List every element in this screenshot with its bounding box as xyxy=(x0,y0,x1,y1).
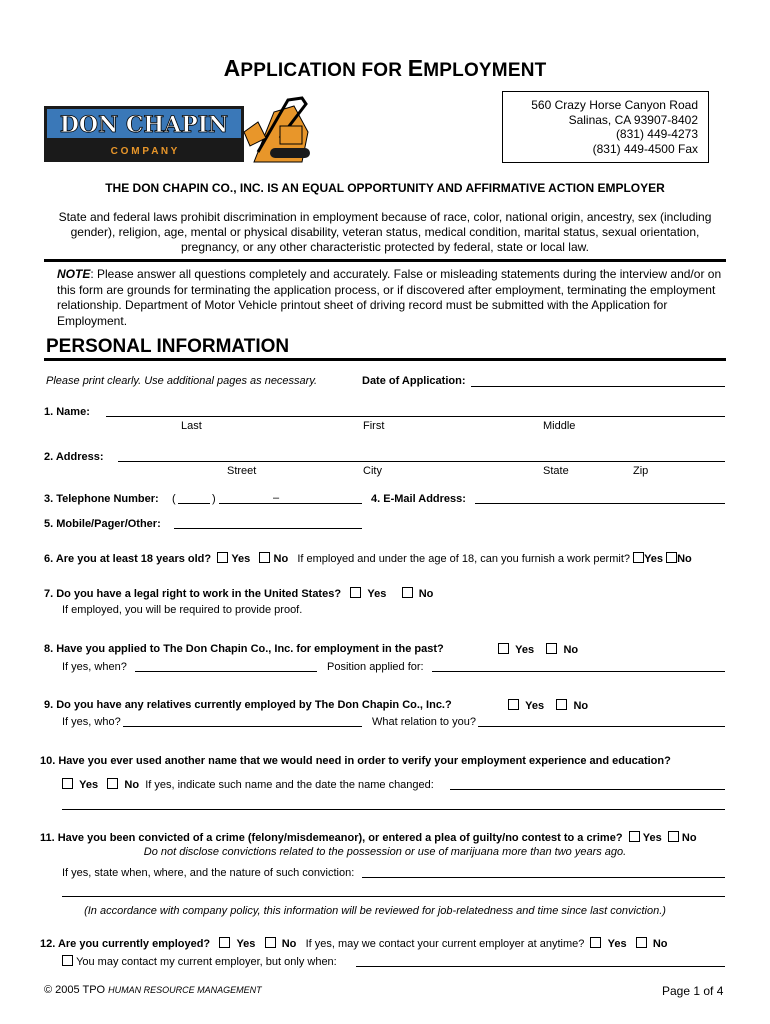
q9-relation-input[interactable] xyxy=(478,726,725,727)
paren-open: ( xyxy=(172,493,176,505)
street-caption: Street xyxy=(227,465,257,477)
q8-no-checkbox[interactable] xyxy=(546,643,557,654)
first-caption: First xyxy=(363,420,385,432)
no-caption: No xyxy=(418,588,434,600)
q8-options xyxy=(498,643,578,656)
q9-no-checkbox[interactable] xyxy=(556,699,567,710)
no-caption: No xyxy=(573,700,589,712)
permit-yes-checkbox[interactable] xyxy=(633,552,644,563)
state-caption: State xyxy=(543,465,569,477)
email-input[interactable] xyxy=(475,503,725,504)
q12-no-checkbox[interactable] xyxy=(265,937,276,948)
no-caption: No xyxy=(681,832,697,844)
only-when-caption: You may contact my current employer, but only when: xyxy=(76,956,337,968)
zip-caption: Zip xyxy=(633,465,649,477)
q10-label: 10. Have you ever used another name that we would need in order to verify your employment experience and education? xyxy=(40,755,671,767)
no-caption: No xyxy=(281,938,297,950)
q11-yes-checkbox[interactable] xyxy=(629,831,640,842)
q12-conditional xyxy=(62,955,337,968)
q11-policy: (In accordance with company policy, this information will be reviewed for job-relatedness and time since last conviction.) xyxy=(84,905,666,917)
q11-conviction-input[interactable] xyxy=(362,877,725,878)
q7-no-checkbox[interactable] xyxy=(402,587,413,598)
name-input[interactable] xyxy=(106,416,725,417)
q7-yes-checkbox[interactable] xyxy=(350,587,361,598)
address-label: 2. Address: xyxy=(44,451,104,463)
yes-caption: Yes xyxy=(642,832,662,844)
page-number: Page 1 of 4 xyxy=(662,984,724,998)
print-instruction: Please print clearly. Use additional pages as necessary. xyxy=(46,375,318,387)
email-label: 4. E-Mail Address: xyxy=(371,493,466,505)
q11-label: 11. Have you been convicted of a crime (felony/misdemeanor), or entered a plea of guilty/no contest to a crime? xyxy=(40,832,623,844)
company-logo xyxy=(44,92,312,164)
yes-caption: Yes xyxy=(236,938,256,950)
q11-no-checkbox[interactable] xyxy=(668,831,679,842)
no-caption: No xyxy=(652,938,668,950)
q12-label: 12. Are you currently employed? xyxy=(40,938,211,950)
date-label: Date of Application: xyxy=(362,375,466,387)
excavator-icon xyxy=(244,98,312,162)
q9-options xyxy=(508,699,588,712)
middle-caption: Middle xyxy=(543,420,576,432)
last-caption: Last xyxy=(181,420,202,432)
position-caption: Position applied for: xyxy=(327,661,424,673)
who-caption: If yes, who? xyxy=(62,716,121,728)
permit-no-checkbox[interactable] xyxy=(666,552,677,563)
telephone-label: 3. Telephone Number: xyxy=(44,493,159,505)
q10-detail: If yes, indicate such name and the date the name changed: xyxy=(145,779,434,791)
section-heading: PERSONAL INFORMATION xyxy=(46,336,290,357)
address-line: Salinas, CA 93907-8402 xyxy=(568,112,698,127)
yes-caption: Yes xyxy=(231,553,251,565)
eeo-statement: THE DON CHAPIN CO., INC. IS AN EQUAL OPPORTUNITY AND AFFIRMATIVE ACTION EMPLOYER xyxy=(105,181,665,195)
q10-no-checkbox[interactable] xyxy=(107,778,118,789)
q10-name-input[interactable] xyxy=(450,789,725,790)
page-title: APPLICATION FOR EMPLOYMENT xyxy=(223,55,547,81)
contact-no-checkbox[interactable] xyxy=(636,937,647,948)
q8-label: 8. Have you applied to The Don Chapin Co., Inc. for employment in the past? xyxy=(44,643,444,655)
q7-row xyxy=(44,587,433,600)
dept-text: HUMAN RESOURCE MANAGEMENT xyxy=(108,985,262,995)
q6-row xyxy=(44,552,692,565)
q12-when-input[interactable] xyxy=(356,966,725,967)
mobile-input[interactable] xyxy=(174,528,362,529)
address-input[interactable] xyxy=(118,461,725,462)
q12-yes-checkbox[interactable] xyxy=(219,937,230,948)
q9-yes-checkbox[interactable] xyxy=(508,699,519,710)
q10-extra-input[interactable] xyxy=(62,809,725,810)
q7-label: 7. Do you have a legal right to work in the United States? xyxy=(44,588,342,600)
q8-when-input[interactable] xyxy=(135,671,317,672)
law-statement: State and federal laws prohibit discrimination in employment because of race, color, national origin, ancestry, sex (including gender), religion, age, mental or physical disability, veteran status, medical condition, marital status, sexual orientation, pregnancy, or any other characteristic protected by federal, state or local law. xyxy=(58,210,712,254)
q6-no-checkbox[interactable] xyxy=(259,552,270,563)
city-caption: City xyxy=(363,465,382,477)
q10-options xyxy=(62,778,434,791)
no-caption: No xyxy=(677,553,692,565)
q9-who-input[interactable] xyxy=(123,726,362,727)
q11-row xyxy=(40,831,697,844)
q8-yes-checkbox[interactable] xyxy=(498,643,509,654)
yes-caption: Yes xyxy=(525,700,545,712)
no-caption: No xyxy=(563,644,579,656)
q11-extra-input[interactable] xyxy=(62,896,725,897)
contact-question: If yes, may we contact your current employer at anytime? xyxy=(305,938,585,950)
q6-yes-checkbox[interactable] xyxy=(217,552,228,563)
date-input[interactable] xyxy=(471,386,725,387)
q6-label: 6. Are you at least 18 years old? xyxy=(44,553,212,565)
divider xyxy=(44,358,726,361)
paren-close: ) xyxy=(212,493,216,505)
yes-caption: Yes xyxy=(79,779,99,791)
logo-text: DON CHAPIN xyxy=(59,112,229,138)
fax-number: (831) 449-4500 Fax xyxy=(592,141,698,156)
telephone-input[interactable] xyxy=(219,503,362,504)
q11-state-caption: If yes, state when, where, and the nature of such conviction: xyxy=(62,867,355,879)
yes-caption: Yes xyxy=(607,938,627,950)
mobile-label: 5. Mobile/Pager/Other: xyxy=(44,518,161,530)
copyright-text: © 2005 TPO xyxy=(44,984,106,996)
phone-number: (831) 449-4273 xyxy=(615,127,698,141)
divider xyxy=(44,259,726,262)
q11-note: Do not disclose convictions related to the possession or use of marijuana more than two years ago. xyxy=(143,846,627,858)
relation-caption: What relation to you? xyxy=(372,716,476,728)
q12-row xyxy=(40,937,668,950)
company-address xyxy=(502,91,709,163)
footer-copyright xyxy=(44,984,262,996)
no-caption: No xyxy=(124,779,140,791)
permit-question: If employed and under the age of 18, can you furnish a work permit? xyxy=(297,553,631,565)
name-label: 1. Name: xyxy=(44,406,90,418)
yes-caption: Yes xyxy=(515,644,535,656)
no-caption: No xyxy=(273,553,289,565)
note-paragraph: NOTE: Please answer all questions completely and accurately. False or misleading statements during the interview and/or on this form are grounds for terminating the application process, or if discovered after employment, terminating the employment relationship. Department of Motor Vehicle printout sheet of driving record must be submitted with the Application for Employment. xyxy=(57,267,722,328)
dash: – xyxy=(273,492,280,504)
logo-sub: C O M P A N Y xyxy=(110,146,178,157)
area-code-input[interactable] xyxy=(178,503,210,504)
when-caption: If yes, when? xyxy=(62,661,127,673)
q10-yes-checkbox[interactable] xyxy=(62,778,73,789)
yes-caption: Yes xyxy=(644,553,664,565)
q7-note: If employed, you will be required to provide proof. xyxy=(62,604,303,616)
q8-position-input[interactable] xyxy=(432,671,725,672)
yes-caption: Yes xyxy=(367,588,387,600)
contact-yes-checkbox[interactable] xyxy=(590,937,601,948)
address-line: 560 Crazy Horse Canyon Road xyxy=(531,98,698,112)
q9-label: 9. Do you have any relatives currently employed by The Don Chapin Co., Inc.? xyxy=(44,699,452,711)
contact-conditional-checkbox[interactable] xyxy=(62,955,73,966)
